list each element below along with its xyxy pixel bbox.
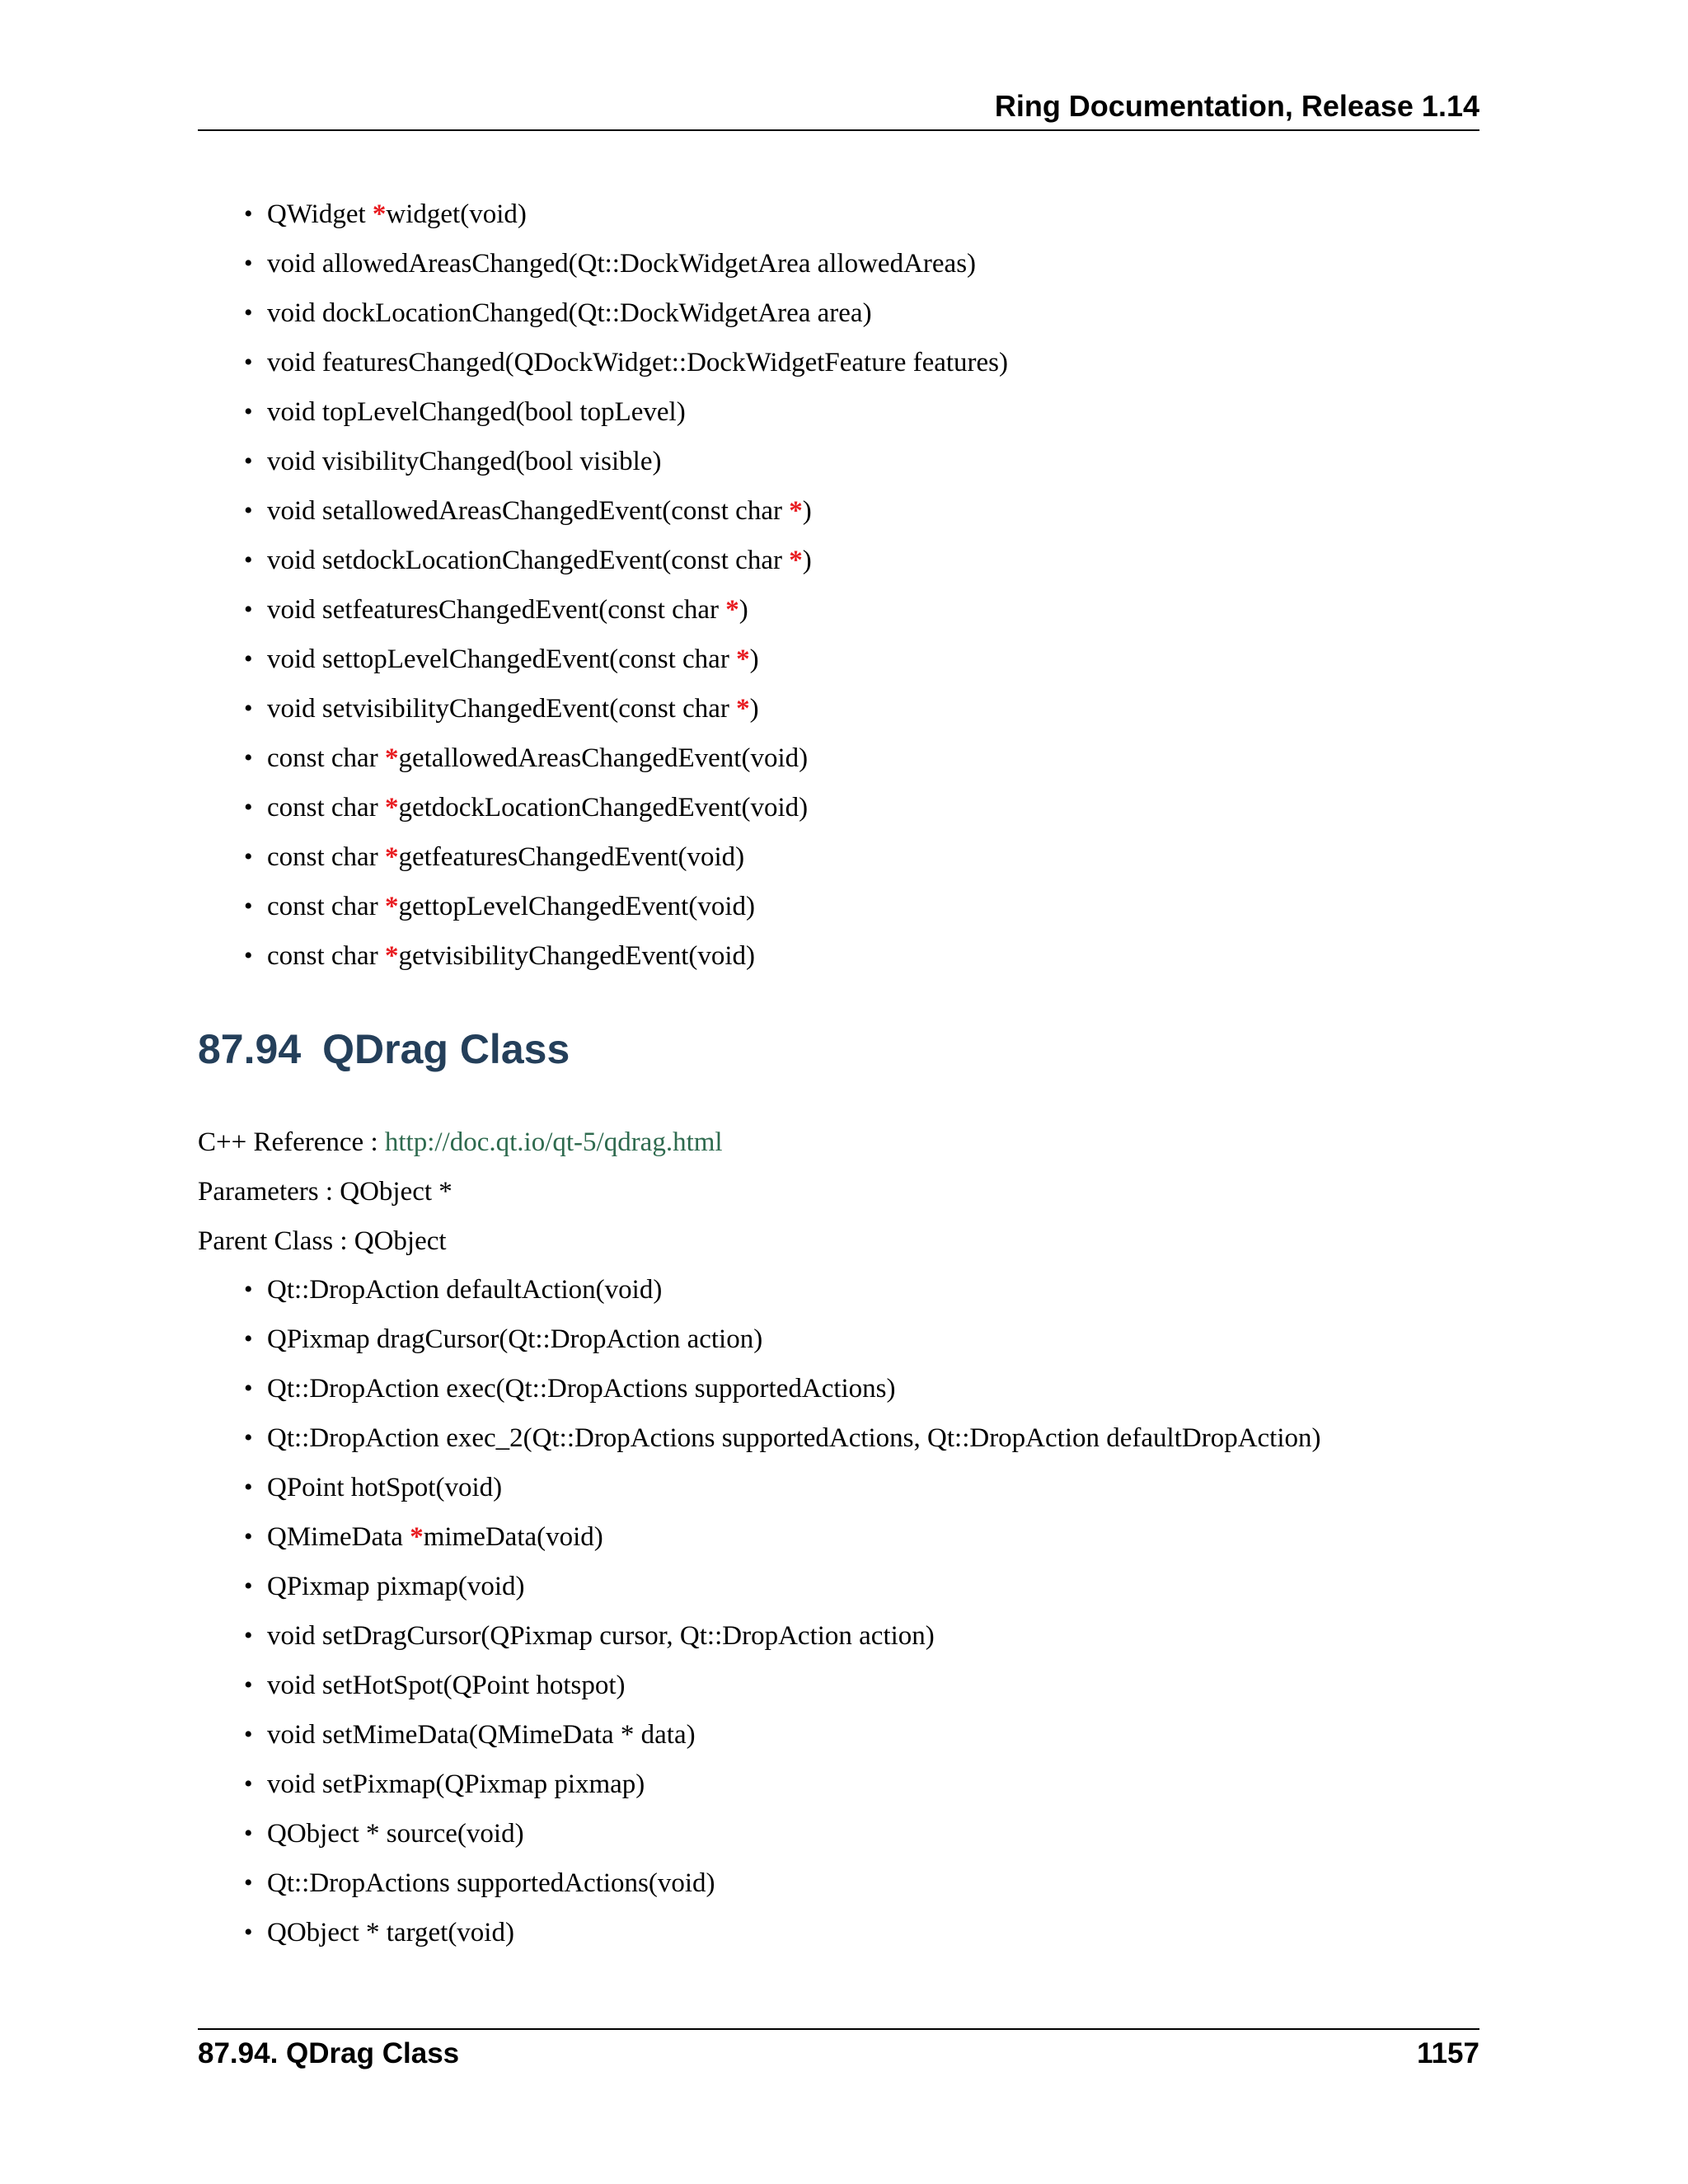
list-item	[198, 1371, 1479, 1420]
method-text: const char	[267, 743, 385, 773]
pointer-asterisk: *	[725, 595, 739, 625]
list-item	[198, 592, 1479, 641]
method-text: void setHotSpot(QPoint hotspot)	[267, 1671, 626, 1700]
running-header: Ring Documentation, Release 1.14	[994, 89, 1479, 123]
pointer-asterisk: *	[789, 546, 803, 575]
method-text: void setdockLocationChangedEvent(const char	[267, 546, 790, 575]
list-item	[198, 246, 1479, 295]
list-item	[198, 493, 1479, 542]
list-item	[198, 938, 1479, 987]
pointer-asterisk: *	[789, 496, 803, 526]
section-title: QDrag Class	[322, 1026, 570, 1072]
method-text: void settopLevelChangedEvent(const char	[267, 644, 737, 674]
method-text: Qt::DropAction defaultAction(void)	[267, 1275, 663, 1305]
cpp-reference-line	[198, 1124, 723, 1160]
list-item	[198, 1519, 1479, 1568]
pointer-asterisk: *	[384, 793, 399, 823]
list-item	[198, 1865, 1479, 1915]
pointer-asterisk: *	[736, 694, 750, 724]
header-rule	[198, 129, 1479, 131]
method-text-suffix: getvisibilityChangedEvent(void)	[398, 941, 756, 971]
method-text-suffix: )	[802, 496, 812, 526]
method-text: QObject * source(void)	[267, 1819, 524, 1849]
method-text: const char	[267, 842, 385, 872]
list-item	[198, 1816, 1479, 1865]
method-text: void dockLocationChanged(Qt::DockWidgetArea area)	[267, 298, 872, 328]
method-text: void setMimeData(QMimeData * data)	[267, 1720, 696, 1750]
method-text: const char	[267, 793, 385, 823]
section-heading	[198, 1025, 570, 1073]
list-item	[198, 394, 1479, 443]
footer-page-number: 1157	[1417, 2037, 1479, 2069]
list-item	[198, 1766, 1479, 1816]
cpp-reference-link[interactable]: http://doc.qt.io/qt-5/qdrag.html	[384, 1127, 723, 1157]
method-text-suffix: getfeaturesChangedEvent(void)	[398, 842, 745, 872]
list-item	[198, 1321, 1479, 1371]
list-item	[198, 1469, 1479, 1519]
list-item	[198, 344, 1479, 394]
method-text: void setDragCursor(QPixmap cursor, Qt::DropAction action)	[267, 1621, 935, 1651]
method-text: Qt::DropAction exec_2(Qt::DropActions supportedActions, Qt::DropAction defaultDropAction)	[267, 1423, 1321, 1453]
list-item	[198, 1667, 1479, 1717]
method-text-suffix: )	[749, 694, 759, 724]
list-item	[198, 790, 1479, 839]
method-text-suffix: mimeData(void)	[423, 1522, 603, 1552]
pointer-asterisk: *	[410, 1522, 424, 1552]
list-item	[198, 839, 1479, 888]
pointer-asterisk: *	[384, 743, 399, 773]
footer-section: 87.94. QDrag Class	[198, 2037, 460, 2069]
method-text: QMimeData	[267, 1522, 410, 1552]
method-text: QPoint hotSpot(void)	[267, 1473, 503, 1502]
method-text-suffix: gettopLevelChangedEvent(void)	[398, 892, 755, 921]
method-text: void setPixmap(QPixmap pixmap)	[267, 1769, 645, 1799]
list-item	[198, 1272, 1479, 1321]
pointer-asterisk: *	[372, 199, 387, 229]
method-text: Qt::DropAction exec(Qt::DropActions supportedActions)	[267, 1374, 896, 1404]
method-text: const char	[267, 892, 385, 921]
method-list-qdockwidget	[198, 196, 1479, 987]
list-item	[198, 542, 1479, 592]
pointer-asterisk: *	[384, 941, 399, 971]
list-item	[198, 740, 1479, 790]
method-text: void featuresChanged(QDockWidget::DockWidgetFeature features)	[267, 348, 1009, 377]
pointer-asterisk: *	[736, 644, 750, 674]
method-text: void setallowedAreasChangedEvent(const char	[267, 496, 790, 526]
list-item	[198, 1568, 1479, 1618]
list-item	[198, 691, 1479, 740]
list-item	[198, 1618, 1479, 1667]
method-text: void setvisibilityChangedEvent(const char	[267, 694, 737, 724]
list-item	[198, 295, 1479, 344]
method-text-suffix: widget(void)	[386, 199, 527, 229]
pointer-asterisk: *	[384, 892, 399, 921]
list-item	[198, 443, 1479, 493]
list-item	[198, 196, 1479, 246]
method-text-suffix: )	[749, 644, 759, 674]
footer-rule	[198, 2028, 1479, 2030]
method-text: QWidget	[267, 199, 373, 229]
pointer-asterisk: *	[384, 842, 399, 872]
section-number: 87.94	[198, 1026, 302, 1072]
cpp-reference-label: C++ Reference :	[198, 1127, 385, 1157]
method-text-suffix: getdockLocationChangedEvent(void)	[398, 793, 809, 823]
method-text: void setfeaturesChangedEvent(const char	[267, 595, 726, 625]
parameters-line: Parameters : QObject *	[198, 1177, 452, 1207]
list-item	[198, 1717, 1479, 1766]
method-list-qdrag	[198, 1272, 1479, 1964]
list-item	[198, 1420, 1479, 1469]
method-text: void visibilityChanged(bool visible)	[267, 447, 662, 476]
list-item	[198, 1915, 1479, 1964]
method-text: void topLevelChanged(bool topLevel)	[267, 397, 686, 427]
method-text: QObject * target(void)	[267, 1918, 514, 1947]
method-text-suffix: getallowedAreasChangedEvent(void)	[398, 743, 809, 773]
method-text: void allowedAreasChanged(Qt::DockWidgetArea allowedAreas)	[267, 249, 977, 279]
list-item	[198, 888, 1479, 938]
method-text: const char	[267, 941, 385, 971]
method-text: Qt::DropActions supportedActions(void)	[267, 1868, 715, 1898]
parent-class-line: Parent Class : QObject	[198, 1226, 447, 1256]
method-text: QPixmap pixmap(void)	[267, 1572, 525, 1601]
list-item	[198, 641, 1479, 691]
method-text-suffix: )	[802, 546, 812, 575]
method-text: QPixmap dragCursor(Qt::DropAction action)	[267, 1324, 763, 1354]
method-text-suffix: )	[738, 595, 748, 625]
